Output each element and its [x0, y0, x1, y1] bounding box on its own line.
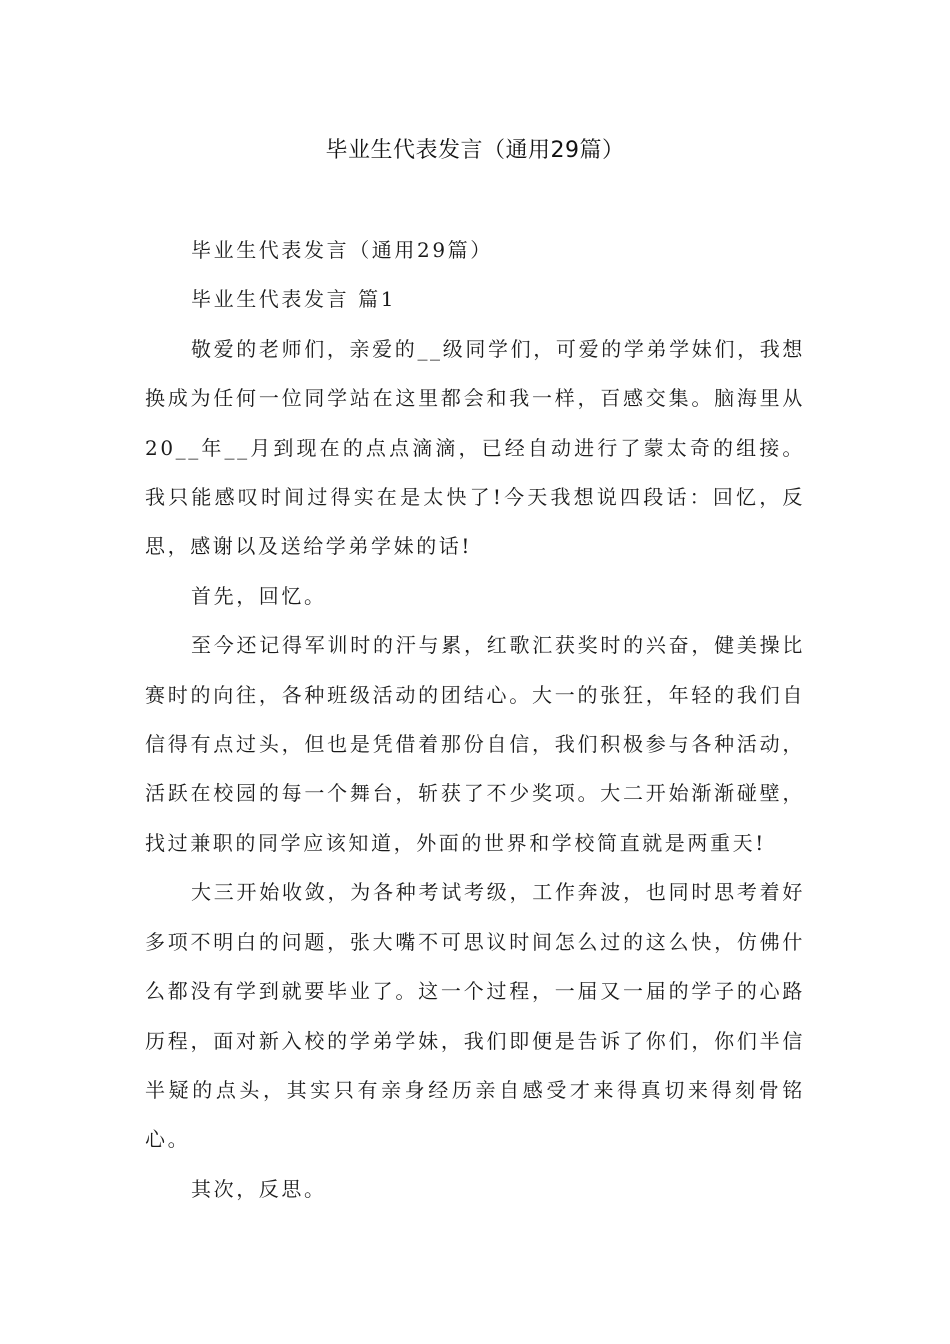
paragraph-memory-1: 至今还记得军训时的汗与累，红歌汇获奖时的兴奋，健美操比赛时的向往，各种班级活动的团结心。大一的张狂，年轻的我们自信得有点过头，但也是凭借着那份自信，我们积极参与各种活动，活跃在校园的每一个舞台，斩获了不少奖项。大二开始渐渐碰壁，找过兼职的同学应该知道，外面的世界和学校简直就是两重天! [145, 633, 805, 855]
document-body [145, 226, 805, 1214]
paragraph-subtitle: 毕业生代表发言（通用29篇） [191, 238, 493, 262]
paragraph-greeting: 敬爱的老师们，亲爱的__级同学们，可爱的学弟学妹们，我想换成为任何一位同学站在这里都会和我一样，百感交集。脑海里从20__年__月到现在的点点滴滴，已经自动进行了蒙太奇的组接。我只能感叹时间过得实在是太快了!今天我想说四段话：回忆，反思，感谢以及送给学弟学妹的话! [145, 336, 805, 559]
paragraph-section-heading: 毕业生代表发言 篇1 [191, 287, 397, 312]
document-title: 毕业生代表发言（通用29篇） [325, 138, 625, 163]
paragraph-reflection-heading: 其次，反思。 [191, 1176, 327, 1201]
paragraph-memory-2: 大三开始收敛，为各种考试考级，工作奔波，也同时思考着好多项不明白的问题，张大嘴不可思议时间怎么过的这么快，仿佛什么都没有学到就要毕业了。这一个过程，一届又一届的学子的心路历程，面对新入校的学弟学妹，我们即便是告诉了你们，你们半信半疑的点头，其实只有亲身经历亲自感受才来得真切来得刻骨铭心。 [145, 880, 805, 1152]
paragraph-memory-heading: 首先，回忆。 [191, 583, 327, 608]
